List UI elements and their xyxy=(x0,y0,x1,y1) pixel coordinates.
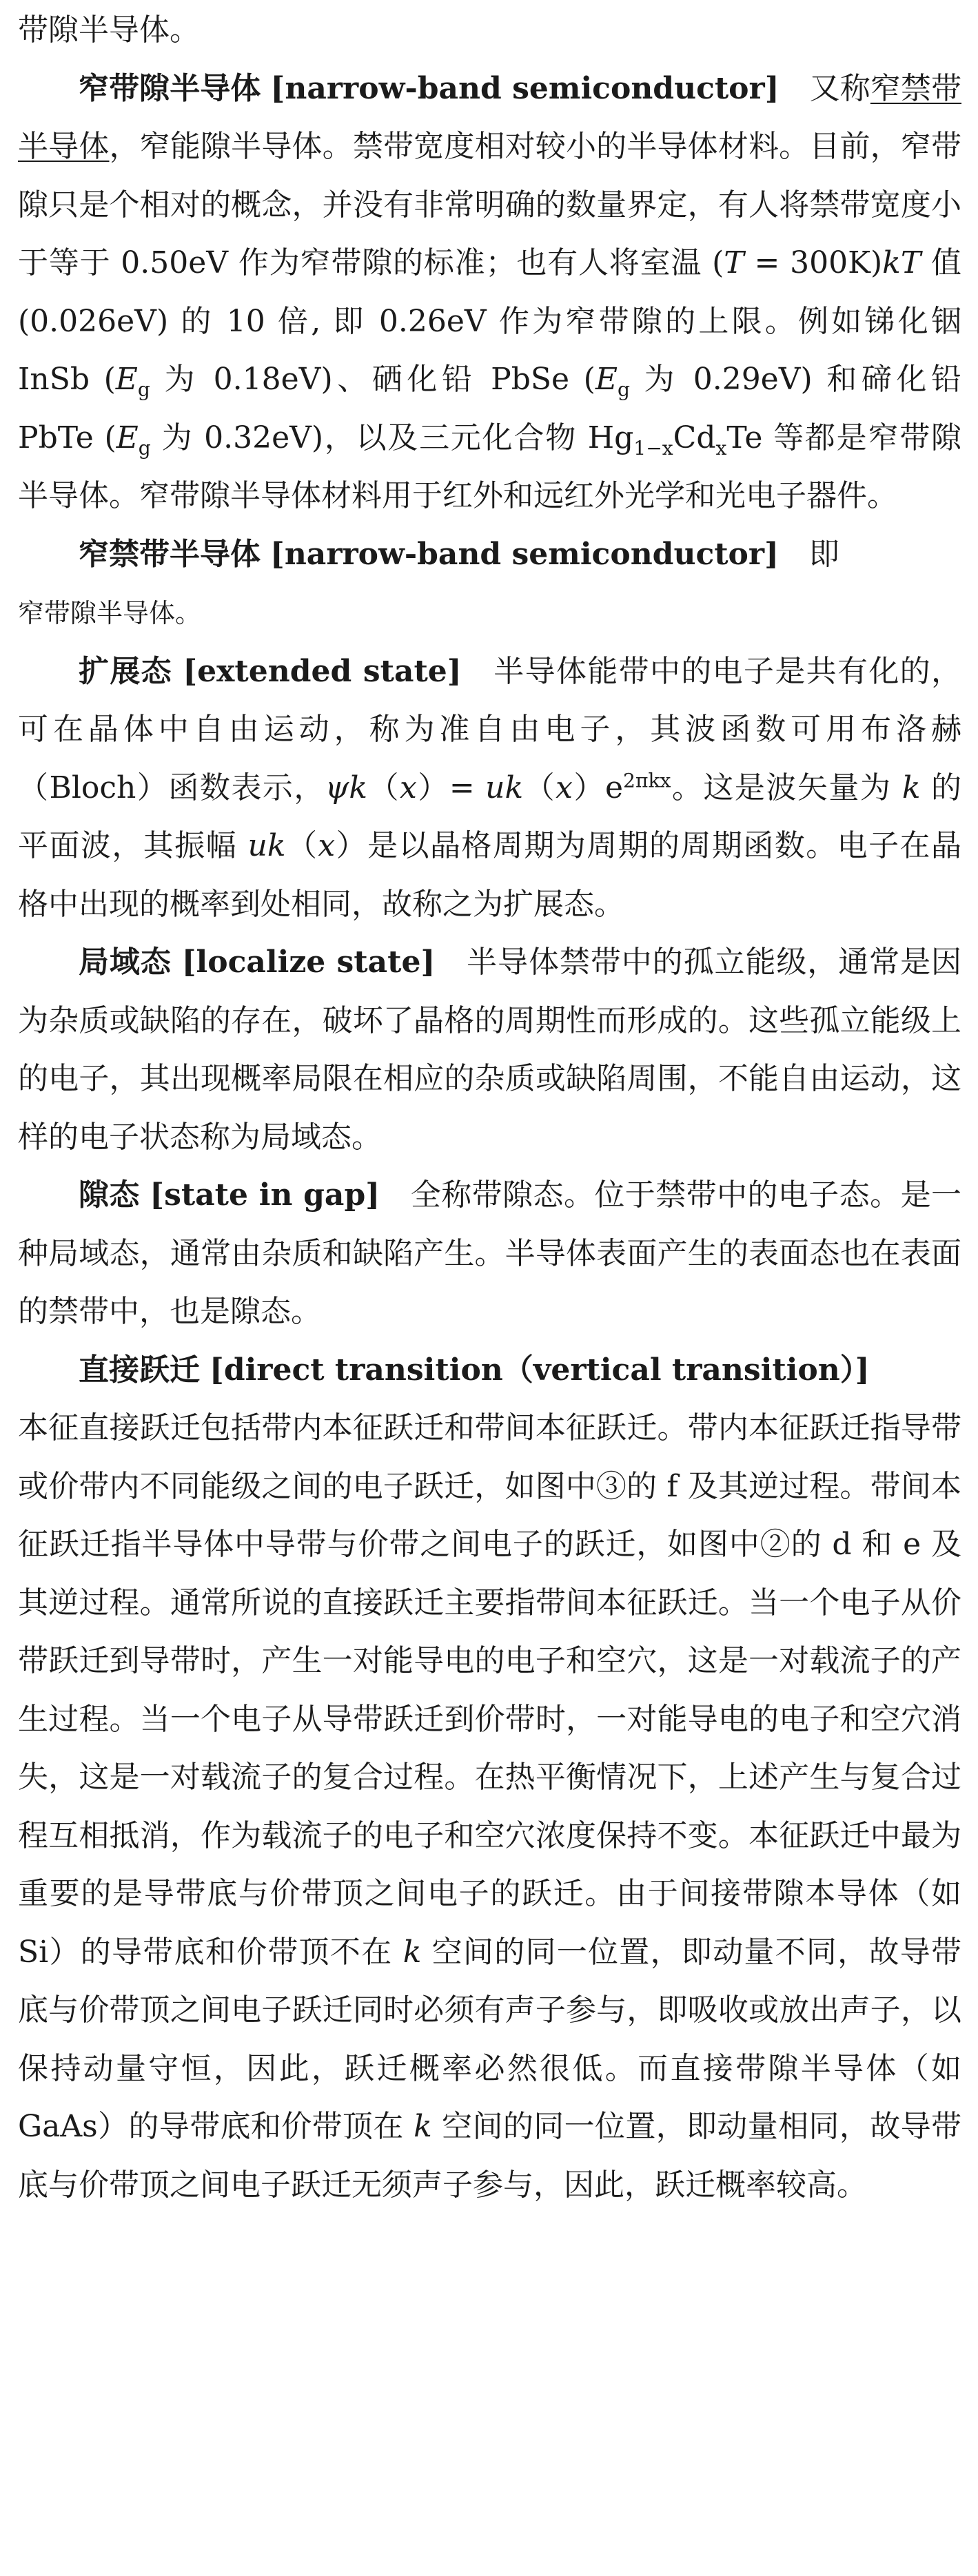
entry-headword: 窄带隙半导体 xyxy=(79,70,261,106)
entry-headword: 窄禁带半导体 xyxy=(79,536,261,572)
entry-english-term: [localize state] xyxy=(181,945,436,980)
entry-english-term: [extended state] xyxy=(183,653,462,689)
entry-extended-state: 扩展态 [extended state] 半导体能带中的电子是共有化的，可在晶体中自由运动，称为准自由电子，其波函数可用布洛赫（Bloch）函数表示，$\psi k(x)= uk(x)e^{2\pi kx}$。这是波矢量为 k 的平面波，其振幅 uk（x）是以晶格周期为周期的周期函数。电子在晶格中出现的概率到处相同，故称之为扩展态。 xyxy=(18,653,961,922)
entry-english-term: [narrow-band semiconductor] xyxy=(270,536,779,572)
entry-headword: 扩展态 xyxy=(79,653,173,689)
entry-state-in-gap: 隙态 [state in gap] 全称带隙态。位于禁带中的电子态。是一种局域态，通常由杂质和缺陷产生。半导体表面产生的表面态也在表面的禁带中，也是隙态。 xyxy=(18,1177,961,1329)
entry-localized-state: 局域态 [localize state] 半导体禁带中的孤立能级，通常是因为杂质或缺陷的存在，破坏了晶格的周期性而形成的。这些孤立能级上的电子，其出现概率局限在相应的杂质或缺陷周围，不能自由运动，这样的电子状态称为局域态。 xyxy=(18,945,961,1155)
entry-english-term: [narrow-band semiconductor] xyxy=(270,70,780,106)
entry-english-term: [direct transition（vertical transition）] xyxy=(210,1352,870,1388)
entry-headword: 直接跃迁 xyxy=(79,1352,200,1388)
cross-reference-text: 窄带隙半导体。 xyxy=(18,598,202,628)
entry-direct-transition: 直接跃迁 [direct transition（vertical transition）] 本征直接跃迁包括带内本征跃迁和带间本征跃迁。带内本征跃迁指导带或价带内不同能级之间的电子跃迁，如图中③的 f 及其逆过程。带间本征跃迁指半导体中导带与价带之间电子的跃迁，如图中②的 d 和 e 及其逆过程。通常所说的直接跃迁主要指带间本征跃迁。当一个电子从价带跃迁到导带时，产生一对能导电的电子和空穴，这是一对载流子的产生过程。当一个电子从导带跃迁到价带时，一对能导电的电子和空穴消失，这是一对载流子的复合过程。在热平衡情况下，上述产生与复合过程互相抵消，作为载流子的电子和空穴浓度保持不变。本征跃迁中最为重要的是导带底与价带顶之间电子的跃迁。由于间接带隙本导体（如 Si）的导带底和价带顶不在 k 空间的同一位置，即动量不同，故导带底与价带顶之间电子跃迁同时必须有声子参与，即吸收或放出声子，以保持动量守恒，因此，跃迁概率必然很低。而直接带隙半导体（如 GaAs）的导带底和价带顶在 k 空间的同一位置，即动量相同，故导带底与价带顶之间电子跃迁无须声子参与，因此，跃迁概率较高。 xyxy=(18,1352,961,2203)
continued-text: 带隙半导体。 xyxy=(18,12,200,48)
entry-english-term: [state in gap] xyxy=(150,1177,380,1213)
entry-narrow-forbidden-band-semiconductor: 窄禁带半导体 [narrow-band semiconductor] 即 窄带隙半导体。 xyxy=(18,536,839,628)
cross-reference-link[interactable]: 窄禁带半导体 xyxy=(18,70,961,164)
entry-narrow-bandgap-semiconductor: 窄带隙半导体 [narrow-band semiconductor] 又称窄禁带半导体，窄能隙半导体。禁带宽度相对较小的半导体材料。目前，窄带隙只是个相对的概念，并没有非常明确的数量界定，有人将禁带宽度小于等于 0.50eV 作为窄带隙的标准；也有人将室温 (T = 300K)kT 值 (0.026eV) 的 10 倍, 即 0.26eV 作为窄带隙的上限。例如锑化铟 InSb ($E_g$ 为 0.18eV)、硒化铅 PbSe ($E_g$ 为 0.29eV) 和碲化铅 PbTe ($E_g$ 为 0.32eV)，以及三元化合物 $Hg_{1-x}Cd_xTe$ 等都是窄带隙半导体。窄带隙半导体材料用于红外和远红外光学和光电子器件。 xyxy=(18,70,961,513)
entry-headword: 局域态 xyxy=(79,945,172,980)
entry-headword: 隙态 xyxy=(79,1177,140,1213)
